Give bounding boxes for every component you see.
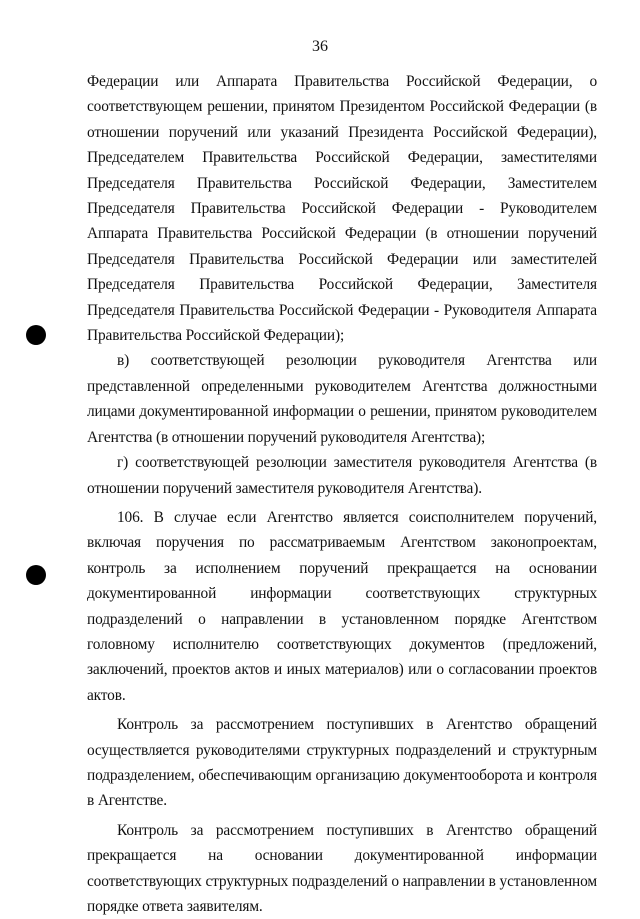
paragraph-control-termination: Контроль за рассмотрением поступивших в Агентство обращений прекращается на основании документированной информации соответствующих структурных подразделений о направлении в установленном порядке ответа заявителям. [87,821,597,915]
binder-hole-bottom [26,565,46,585]
paragraph-control-appeals: Контроль за рассмотрением поступивших в Агентство обращений осуществляется руководителями структурных подразделений и структурным подразделением, обеспечивающим организацию документооборота и контроля в Агентстве. [87,716,597,810]
paragraph-item-g: г) соответствующей резолюции заместителя руководителя Агентства (в отношении поручений заместителя руководителя Агентства). [87,454,597,497]
binder-hole-top [26,325,46,345]
document-body [87,69,597,919]
paragraph-item-v: в) соответствующей резолюции руководителя Агентства или представленной определенными руководителем Агентства должностными лицами документированной информации о решении, принятом руководителем Агентства (в отношении поручений руководителя Агентства); [87,352,597,446]
paragraph-continuation: Федерации или Аппарата Правительства Российской Федерации, о соответствующем решении, принятом Президентом Российской Федерации (в отношении поручений или указаний Президента Российской Федерации), Председателем Правительства Российской Федерации, заместителями Председателя Правительства Российской Федерации, Заместителем Председателя Правительства Российской Федерации - Руководителем Аппарата Правительства Российской Федерации (в отношении поручений Председателя Правительства Российской Федерации или заместителей Председателя Правительства Российской Федерации, Заместителя Председателя Правительства Российской Федерации - Руководителя Аппарата Правительства Российской Федерации); [87,73,597,345]
page-number: 36 [312,38,328,55]
paragraph-clause-106: 106. В случае если Агентство является соисполнителем поручений, включая поручения по рассматриваемым Агентством законопроектам, контроль за исполнением поручений прекращается на основании документированной информации соответствующих структурных подразделений о направлении в установленном порядке Агентством головному исполнителю соответствующих документов (предложений, заключений, проектов актов и иных материалов) или о согласовании проектов актов. [87,508,597,704]
